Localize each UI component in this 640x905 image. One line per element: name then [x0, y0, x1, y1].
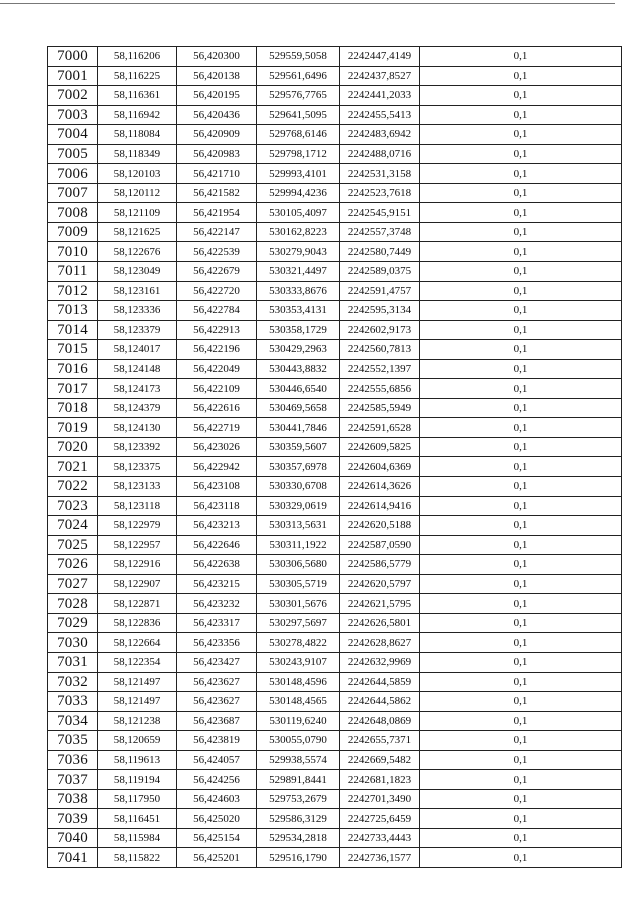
latitude-cell: 58,117950: [98, 789, 177, 809]
y-coordinate-cell: 2242447,4149: [340, 47, 420, 67]
x-coordinate-cell: 530148,4565: [257, 692, 340, 712]
accuracy-cell: 0,1: [420, 340, 622, 360]
x-coordinate-cell: 529798,1712: [257, 144, 340, 164]
x-coordinate-cell: 529891,8441: [257, 770, 340, 790]
longitude-cell: 56,425154: [177, 828, 257, 848]
longitude-cell: 56,420195: [177, 86, 257, 106]
accuracy-cell: 0,1: [420, 320, 622, 340]
accuracy-cell: 0,1: [420, 66, 622, 86]
accuracy-cell: 0,1: [420, 379, 622, 399]
longitude-cell: 56,423687: [177, 711, 257, 731]
x-coordinate-cell: 530055,0790: [257, 731, 340, 751]
accuracy-cell: 0,1: [420, 242, 622, 262]
longitude-cell: 56,423627: [177, 672, 257, 692]
table-row: [48, 418, 622, 438]
x-coordinate-cell: 530148,4596: [257, 672, 340, 692]
table-row: [48, 692, 622, 712]
point-number-cell: 7039: [48, 809, 98, 829]
x-coordinate-cell: 530105,4097: [257, 203, 340, 223]
y-coordinate-cell: 2242621,5795: [340, 594, 420, 614]
table-row: [48, 555, 622, 575]
y-coordinate-cell: 2242669,5482: [340, 750, 420, 770]
longitude-cell: 56,422049: [177, 359, 257, 379]
latitude-cell: 58,116361: [98, 86, 177, 106]
longitude-cell: 56,423427: [177, 652, 257, 672]
longitude-cell: 56,425020: [177, 809, 257, 829]
table-row: [48, 47, 622, 67]
latitude-cell: 58,122676: [98, 242, 177, 262]
latitude-cell: 58,121497: [98, 672, 177, 692]
point-number-cell: 7028: [48, 594, 98, 614]
latitude-cell: 58,122354: [98, 652, 177, 672]
y-coordinate-cell: 2242557,3748: [340, 222, 420, 242]
table-row: [48, 633, 622, 653]
table-row: [48, 828, 622, 848]
accuracy-cell: 0,1: [420, 144, 622, 164]
table-row: [48, 164, 622, 184]
point-number-cell: 7006: [48, 164, 98, 184]
table-row: [48, 496, 622, 516]
top-rule: [0, 3, 615, 4]
longitude-cell: 56,420983: [177, 144, 257, 164]
longitude-cell: 56,421710: [177, 164, 257, 184]
y-coordinate-cell: 2242595,3134: [340, 301, 420, 321]
point-number-cell: 7018: [48, 398, 98, 418]
y-coordinate-cell: 2242609,5825: [340, 437, 420, 457]
longitude-cell: 56,422719: [177, 418, 257, 438]
y-coordinate-cell: 2242580,7449: [340, 242, 420, 262]
table-row: [48, 731, 622, 751]
point-number-cell: 7009: [48, 222, 98, 242]
x-coordinate-cell: 530279,9043: [257, 242, 340, 262]
accuracy-cell: 0,1: [420, 203, 622, 223]
y-coordinate-cell: 2242589,0375: [340, 262, 420, 282]
point-number-cell: 7017: [48, 379, 98, 399]
table-row: [48, 379, 622, 399]
latitude-cell: 58,121497: [98, 692, 177, 712]
longitude-cell: 56,422646: [177, 535, 257, 555]
x-coordinate-cell: 529938,5574: [257, 750, 340, 770]
latitude-cell: 58,123161: [98, 281, 177, 301]
y-coordinate-cell: 2242488,0716: [340, 144, 420, 164]
point-number-cell: 7036: [48, 750, 98, 770]
x-coordinate-cell: 530359,5607: [257, 437, 340, 457]
y-coordinate-cell: 2242614,9416: [340, 496, 420, 516]
x-coordinate-cell: 530469,5658: [257, 398, 340, 418]
longitude-cell: 56,420300: [177, 47, 257, 67]
y-coordinate-cell: 2242523,7618: [340, 183, 420, 203]
x-coordinate-cell: 529753,2679: [257, 789, 340, 809]
point-number-cell: 7019: [48, 418, 98, 438]
y-coordinate-cell: 2242602,9173: [340, 320, 420, 340]
y-coordinate-cell: 2242736,1577: [340, 848, 420, 868]
point-number-cell: 7020: [48, 437, 98, 457]
point-number-cell: 7033: [48, 692, 98, 712]
table-row: [48, 262, 622, 282]
y-coordinate-cell: 2242648,0869: [340, 711, 420, 731]
latitude-cell: 58,121109: [98, 203, 177, 223]
latitude-cell: 58,115822: [98, 848, 177, 868]
point-number-cell: 7000: [48, 47, 98, 67]
x-coordinate-cell: 530297,5697: [257, 613, 340, 633]
point-number-cell: 7029: [48, 613, 98, 633]
x-coordinate-cell: 530330,6708: [257, 477, 340, 497]
latitude-cell: 58,123118: [98, 496, 177, 516]
point-number-cell: 7034: [48, 711, 98, 731]
table-row: [48, 770, 622, 790]
accuracy-cell: 0,1: [420, 86, 622, 106]
table-row: [48, 672, 622, 692]
x-coordinate-cell: 529559,5058: [257, 47, 340, 67]
latitude-cell: 58,124017: [98, 340, 177, 360]
longitude-cell: 56,423819: [177, 731, 257, 751]
accuracy-cell: 0,1: [420, 731, 622, 751]
latitude-cell: 58,119613: [98, 750, 177, 770]
longitude-cell: 56,422942: [177, 457, 257, 477]
table-row: [48, 183, 622, 203]
latitude-cell: 58,119194: [98, 770, 177, 790]
latitude-cell: 58,124130: [98, 418, 177, 438]
latitude-cell: 58,123133: [98, 477, 177, 497]
accuracy-cell: 0,1: [420, 437, 622, 457]
accuracy-cell: 0,1: [420, 496, 622, 516]
longitude-cell: 56,423627: [177, 692, 257, 712]
longitude-cell: 56,422196: [177, 340, 257, 360]
y-coordinate-cell: 2242644,5862: [340, 692, 420, 712]
x-coordinate-cell: 530357,6978: [257, 457, 340, 477]
y-coordinate-cell: 2242591,4757: [340, 281, 420, 301]
latitude-cell: 58,120103: [98, 164, 177, 184]
point-number-cell: 7035: [48, 731, 98, 751]
coordinates-table-body: [48, 47, 622, 868]
y-coordinate-cell: 2242725,6459: [340, 809, 420, 829]
y-coordinate-cell: 2242585,5949: [340, 398, 420, 418]
y-coordinate-cell: 2242644,5859: [340, 672, 420, 692]
y-coordinate-cell: 2242560,7813: [340, 340, 420, 360]
y-coordinate-cell: 2242604,6369: [340, 457, 420, 477]
point-number-cell: 7003: [48, 105, 98, 125]
x-coordinate-cell: 530329,0619: [257, 496, 340, 516]
table-row: [48, 809, 622, 829]
longitude-cell: 56,422784: [177, 301, 257, 321]
table-row: [48, 222, 622, 242]
x-coordinate-cell: 530358,1729: [257, 320, 340, 340]
longitude-cell: 56,423317: [177, 613, 257, 633]
point-number-cell: 7027: [48, 574, 98, 594]
x-coordinate-cell: 530429,2963: [257, 340, 340, 360]
x-coordinate-cell: 529641,5095: [257, 105, 340, 125]
latitude-cell: 58,121625: [98, 222, 177, 242]
y-coordinate-cell: 2242620,5188: [340, 516, 420, 536]
table-row: [48, 66, 622, 86]
y-coordinate-cell: 2242628,8627: [340, 633, 420, 653]
point-number-cell: 7011: [48, 262, 98, 282]
point-number-cell: 7001: [48, 66, 98, 86]
latitude-cell: 58,118349: [98, 144, 177, 164]
accuracy-cell: 0,1: [420, 477, 622, 497]
x-coordinate-cell: 529993,4101: [257, 164, 340, 184]
longitude-cell: 56,422638: [177, 555, 257, 575]
table-row: [48, 320, 622, 340]
accuracy-cell: 0,1: [420, 105, 622, 125]
accuracy-cell: 0,1: [420, 125, 622, 145]
latitude-cell: 58,122979: [98, 516, 177, 536]
table-row: [48, 86, 622, 106]
y-coordinate-cell: 2242701,3490: [340, 789, 420, 809]
accuracy-cell: 0,1: [420, 652, 622, 672]
point-number-cell: 7025: [48, 535, 98, 555]
longitude-cell: 56,420138: [177, 66, 257, 86]
table-row: [48, 516, 622, 536]
x-coordinate-cell: 530446,6540: [257, 379, 340, 399]
accuracy-cell: 0,1: [420, 828, 622, 848]
longitude-cell: 56,421582: [177, 183, 257, 203]
table-row: [48, 613, 622, 633]
x-coordinate-cell: 530443,8832: [257, 359, 340, 379]
y-coordinate-cell: 2242545,9151: [340, 203, 420, 223]
x-coordinate-cell: 530119,6240: [257, 711, 340, 731]
accuracy-cell: 0,1: [420, 789, 622, 809]
table-row: [48, 594, 622, 614]
point-number-cell: 7024: [48, 516, 98, 536]
table-row: [48, 848, 622, 868]
table-row: [48, 242, 622, 262]
x-coordinate-cell: 529994,4236: [257, 183, 340, 203]
latitude-cell: 58,122836: [98, 613, 177, 633]
x-coordinate-cell: 529534,2818: [257, 828, 340, 848]
longitude-cell: 56,425201: [177, 848, 257, 868]
latitude-cell: 58,121238: [98, 711, 177, 731]
point-number-cell: 7023: [48, 496, 98, 516]
point-number-cell: 7015: [48, 340, 98, 360]
point-number-cell: 7008: [48, 203, 98, 223]
table-row: [48, 398, 622, 418]
point-number-cell: 7016: [48, 359, 98, 379]
longitude-cell: 56,420909: [177, 125, 257, 145]
latitude-cell: 58,123375: [98, 457, 177, 477]
x-coordinate-cell: 529561,6496: [257, 66, 340, 86]
y-coordinate-cell: 2242632,9969: [340, 652, 420, 672]
latitude-cell: 58,116206: [98, 47, 177, 67]
x-coordinate-cell: 530243,9107: [257, 652, 340, 672]
accuracy-cell: 0,1: [420, 750, 622, 770]
y-coordinate-cell: 2242587,0590: [340, 535, 420, 555]
table-row: [48, 203, 622, 223]
point-number-cell: 7004: [48, 125, 98, 145]
longitude-cell: 56,424603: [177, 789, 257, 809]
latitude-cell: 58,120659: [98, 731, 177, 751]
y-coordinate-cell: 2242614,3626: [340, 477, 420, 497]
latitude-cell: 58,122907: [98, 574, 177, 594]
point-number-cell: 7030: [48, 633, 98, 653]
accuracy-cell: 0,1: [420, 301, 622, 321]
table-row: [48, 457, 622, 477]
point-number-cell: 7010: [48, 242, 98, 262]
x-coordinate-cell: 530321,4497: [257, 262, 340, 282]
latitude-cell: 58,123049: [98, 262, 177, 282]
y-coordinate-cell: 2242586,5779: [340, 555, 420, 575]
point-number-cell: 7007: [48, 183, 98, 203]
y-coordinate-cell: 2242455,5413: [340, 105, 420, 125]
x-coordinate-cell: 529768,6146: [257, 125, 340, 145]
table-row: [48, 437, 622, 457]
accuracy-cell: 0,1: [420, 398, 622, 418]
latitude-cell: 58,124173: [98, 379, 177, 399]
x-coordinate-cell: 530313,5631: [257, 516, 340, 536]
accuracy-cell: 0,1: [420, 164, 622, 184]
x-coordinate-cell: 529516,1790: [257, 848, 340, 868]
accuracy-cell: 0,1: [420, 359, 622, 379]
longitude-cell: 56,423356: [177, 633, 257, 653]
y-coordinate-cell: 2242620,5797: [340, 574, 420, 594]
longitude-cell: 56,420436: [177, 105, 257, 125]
point-number-cell: 7031: [48, 652, 98, 672]
accuracy-cell: 0,1: [420, 809, 622, 829]
table-row: [48, 535, 622, 555]
accuracy-cell: 0,1: [420, 594, 622, 614]
x-coordinate-cell: 530278,4822: [257, 633, 340, 653]
latitude-cell: 58,116451: [98, 809, 177, 829]
accuracy-cell: 0,1: [420, 613, 622, 633]
point-number-cell: 7012: [48, 281, 98, 301]
y-coordinate-cell: 2242655,7371: [340, 731, 420, 751]
longitude-cell: 56,423213: [177, 516, 257, 536]
longitude-cell: 56,422679: [177, 262, 257, 282]
accuracy-cell: 0,1: [420, 770, 622, 790]
latitude-cell: 58,124379: [98, 398, 177, 418]
x-coordinate-cell: 530301,5676: [257, 594, 340, 614]
accuracy-cell: 0,1: [420, 222, 622, 242]
latitude-cell: 58,122916: [98, 555, 177, 575]
accuracy-cell: 0,1: [420, 457, 622, 477]
longitude-cell: 56,423108: [177, 477, 257, 497]
table-row: [48, 750, 622, 770]
y-coordinate-cell: 2242681,1823: [340, 770, 420, 790]
x-coordinate-cell: 530306,5680: [257, 555, 340, 575]
accuracy-cell: 0,1: [420, 711, 622, 731]
table-row: [48, 144, 622, 164]
y-coordinate-cell: 2242626,5801: [340, 613, 420, 633]
accuracy-cell: 0,1: [420, 262, 622, 282]
longitude-cell: 56,423232: [177, 594, 257, 614]
table-row: [48, 477, 622, 497]
accuracy-cell: 0,1: [420, 555, 622, 575]
y-coordinate-cell: 2242733,4443: [340, 828, 420, 848]
x-coordinate-cell: 530333,8676: [257, 281, 340, 301]
point-number-cell: 7013: [48, 301, 98, 321]
longitude-cell: 56,422913: [177, 320, 257, 340]
table-row: [48, 340, 622, 360]
latitude-cell: 58,116225: [98, 66, 177, 86]
latitude-cell: 58,122871: [98, 594, 177, 614]
longitude-cell: 56,424256: [177, 770, 257, 790]
latitude-cell: 58,122957: [98, 535, 177, 555]
accuracy-cell: 0,1: [420, 281, 622, 301]
point-number-cell: 7002: [48, 86, 98, 106]
longitude-cell: 56,423118: [177, 496, 257, 516]
longitude-cell: 56,422109: [177, 379, 257, 399]
point-number-cell: 7021: [48, 457, 98, 477]
table-row: [48, 789, 622, 809]
accuracy-cell: 0,1: [420, 633, 622, 653]
x-coordinate-cell: 530305,5719: [257, 574, 340, 594]
point-number-cell: 7037: [48, 770, 98, 790]
point-number-cell: 7022: [48, 477, 98, 497]
accuracy-cell: 0,1: [420, 848, 622, 868]
latitude-cell: 58,118084: [98, 125, 177, 145]
accuracy-cell: 0,1: [420, 574, 622, 594]
x-coordinate-cell: 530353,4131: [257, 301, 340, 321]
latitude-cell: 58,123336: [98, 301, 177, 321]
longitude-cell: 56,424057: [177, 750, 257, 770]
x-coordinate-cell: 530162,8223: [257, 222, 340, 242]
table-row: [48, 359, 622, 379]
coordinates-table: [47, 46, 622, 868]
table-row: [48, 105, 622, 125]
accuracy-cell: 0,1: [420, 692, 622, 712]
point-number-cell: 7041: [48, 848, 98, 868]
latitude-cell: 58,123379: [98, 320, 177, 340]
longitude-cell: 56,421954: [177, 203, 257, 223]
latitude-cell: 58,120112: [98, 183, 177, 203]
accuracy-cell: 0,1: [420, 516, 622, 536]
y-coordinate-cell: 2242552,1397: [340, 359, 420, 379]
accuracy-cell: 0,1: [420, 183, 622, 203]
accuracy-cell: 0,1: [420, 47, 622, 67]
x-coordinate-cell: 529576,7765: [257, 86, 340, 106]
longitude-cell: 56,422539: [177, 242, 257, 262]
x-coordinate-cell: 530311,1922: [257, 535, 340, 555]
point-number-cell: 7014: [48, 320, 98, 340]
y-coordinate-cell: 2242437,8527: [340, 66, 420, 86]
latitude-cell: 58,116942: [98, 105, 177, 125]
longitude-cell: 56,423215: [177, 574, 257, 594]
table-row: [48, 301, 622, 321]
latitude-cell: 58,124148: [98, 359, 177, 379]
point-number-cell: 7038: [48, 789, 98, 809]
y-coordinate-cell: 2242591,6528: [340, 418, 420, 438]
table-row: [48, 711, 622, 731]
table-row: [48, 281, 622, 301]
latitude-cell: 58,122664: [98, 633, 177, 653]
x-coordinate-cell: 530441,7846: [257, 418, 340, 438]
longitude-cell: 56,422616: [177, 398, 257, 418]
point-number-cell: 7026: [48, 555, 98, 575]
point-number-cell: 7032: [48, 672, 98, 692]
point-number-cell: 7040: [48, 828, 98, 848]
y-coordinate-cell: 2242555,6856: [340, 379, 420, 399]
longitude-cell: 56,422720: [177, 281, 257, 301]
accuracy-cell: 0,1: [420, 535, 622, 555]
accuracy-cell: 0,1: [420, 672, 622, 692]
y-coordinate-cell: 2242531,3158: [340, 164, 420, 184]
y-coordinate-cell: 2242441,2033: [340, 86, 420, 106]
longitude-cell: 56,423026: [177, 437, 257, 457]
latitude-cell: 58,123392: [98, 437, 177, 457]
longitude-cell: 56,422147: [177, 222, 257, 242]
latitude-cell: 58,115984: [98, 828, 177, 848]
x-coordinate-cell: 529586,3129: [257, 809, 340, 829]
accuracy-cell: 0,1: [420, 418, 622, 438]
table-row: [48, 652, 622, 672]
point-number-cell: 7005: [48, 144, 98, 164]
table-row: [48, 125, 622, 145]
table-row: [48, 574, 622, 594]
y-coordinate-cell: 2242483,6942: [340, 125, 420, 145]
